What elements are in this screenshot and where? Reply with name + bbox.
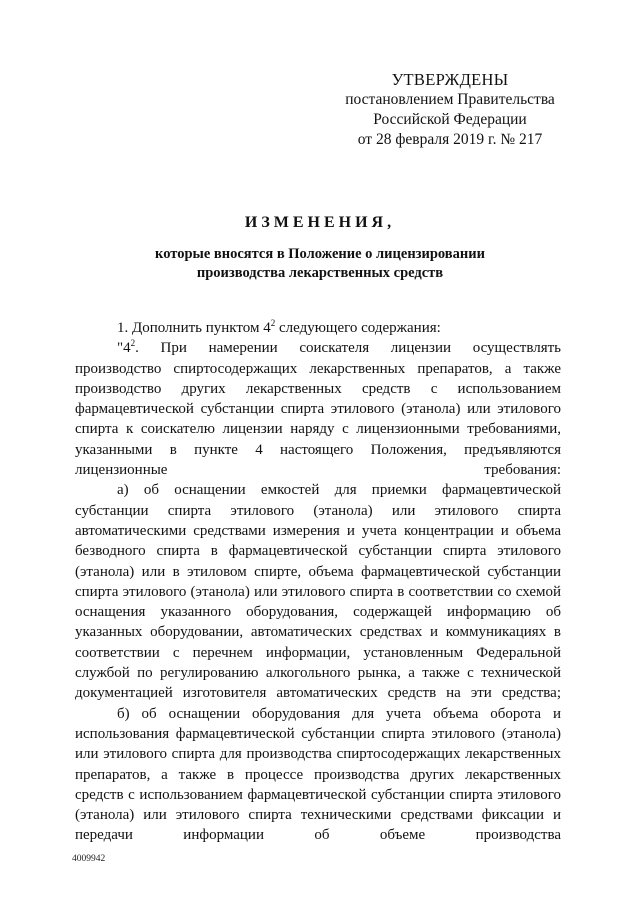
paragraph-item-a: а) об оснащении емкостей для приемки фармацевтической субстанции спирта этилового (этанола) или этилового спирта автоматическими средствами измерения и учета концентрации и объема безводного спирта в фармацевтической субстанции спирта этилового (этанола) или в этиловом спирте, объема фармацевтической субстанции спирта этилового (этанола) или этилового спирта в соответствии со схемой оснащения указанного оборудования, содержащей информацию об указанных оборудовании, автоматических средствах и коммуникациях в соответствии с перечнем информации, установленным Федеральной службой по регулированию алкогольного рынка, а также с технической документацией изготовителя автоматических средств на эти средства;: [75, 482, 561, 702]
subtitle-line-1: которые вносятся в Положение о лицензировании: [155, 246, 485, 262]
document-subtitle: [60, 245, 580, 283]
subtitle-line-2: производства лекарственных средств: [196, 265, 444, 281]
paragraph-item-b: б) об оснащении оборудования для учета объема оборота и использования фармацевтической субстанции спирта этилового (этанола) или этилового спирта для производства спиртосодержащих лекарственных препаратов, а также в процессе производства других лекарственных средств с использованием фармацевтической субстанции спирта этилового (этанола) или этилового спирта техническими средствами фиксации и передачи информации об объеме производства: [75, 705, 561, 844]
approval-heading: УТВЕРЖДЕНЫ: [391, 70, 509, 89]
paragraph-point-4-2: [75, 338, 561, 480]
approval-line-3: от 28 февраля 2019 г. № 217: [357, 131, 543, 148]
document-number: 4009942: [72, 854, 106, 864]
document-title: ИЗМЕНЕНИЯ,: [244, 214, 396, 231]
approval-line-2: Российской Федерации: [373, 111, 527, 128]
item-1-text: 1. Дополнить пунктом 4: [117, 320, 271, 336]
approval-line-1: постановлением Правительства: [345, 91, 555, 108]
point-4-2-superscript: 2: [130, 338, 136, 349]
item-1-text-end: следующего содержания:: [275, 320, 441, 336]
point-4-2-text: . При намерении соискателя лицензии осуществлять производство спиртосодержащих лекарственных препаратов, а также производство других лекарственных средств с использованием фармацевтической субстанции спирта этилового (этанола) или этилового спирта к соискателю лицензии наряду с лицензионными требованиями, указанными в пункте 4 настоящего Положения, предъявляются лицензионные требования:: [75, 340, 561, 479]
approval-stamp: [330, 70, 570, 150]
document-body: [75, 318, 561, 846]
item-1-superscript: 2: [270, 318, 276, 328]
paragraph-item-1: [75, 318, 561, 338]
point-4-2-prefix: "4: [117, 340, 131, 357]
